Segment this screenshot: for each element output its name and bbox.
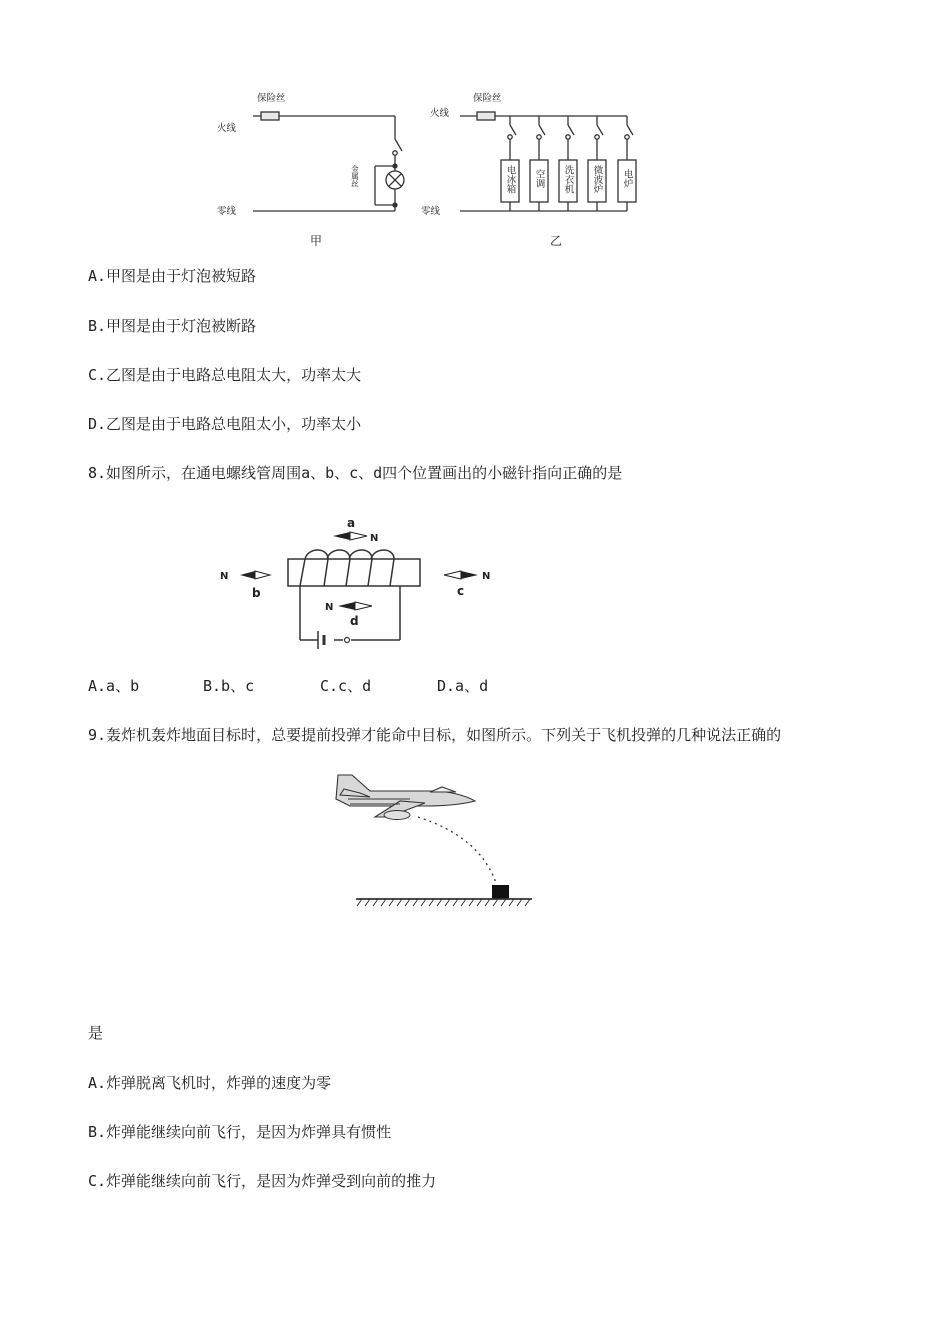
q7-option-a: A.甲图是由于灯泡被短路 xyxy=(88,267,257,285)
appliance-microwave: 微波炉 xyxy=(591,165,603,194)
q9-stem: 9.轰炸机轰炸地面目标时，总要提前投弹才能命中目标，如图所示。下列关于飞机投弹的几种说法正确的 xyxy=(88,726,782,744)
appliance-washer: 洗衣机 xyxy=(562,165,574,194)
yi-neutral-label: 零线 xyxy=(421,206,441,217)
q8-stem: 8.如图所示，在通电螺线管周围a、b、c、d四个位置画出的小磁针指向正确的是 xyxy=(88,464,623,482)
label-n-a: N xyxy=(370,533,379,544)
jia-metal-wire-label: 金属丝 xyxy=(350,165,360,188)
label-n-b: N xyxy=(220,571,229,582)
q8-option-b: B.b、c xyxy=(203,677,255,695)
q9-stem-end: 是 xyxy=(88,1024,104,1042)
q8-option-d: D.a、d xyxy=(437,677,489,695)
appliance-heater: 电炉 xyxy=(621,169,633,188)
appliance-ac: 空调 xyxy=(533,169,545,188)
circuit-figure xyxy=(205,85,655,250)
label-d: d xyxy=(350,614,359,628)
q8-option-a: A.a、b xyxy=(88,677,140,695)
jia-fuse-label: 保险丝 xyxy=(257,93,286,104)
jia-live-label: 火线 xyxy=(217,123,237,134)
label-n-d: N xyxy=(325,602,334,613)
label-c: c xyxy=(457,584,465,598)
jia-caption: 甲 xyxy=(310,234,323,248)
q9-option-a: A.炸弹脱离飞机时，炸弹的速度为零 xyxy=(88,1074,332,1092)
q7-option-b: B.甲图是由于灯泡被断路 xyxy=(88,317,257,335)
solenoid-figure xyxy=(210,512,510,652)
label-a: a xyxy=(347,516,356,530)
jia-neutral-label: 零线 xyxy=(217,206,237,217)
q9-option-b: B.炸弹能继续向前飞行，是因为炸弹具有惯性 xyxy=(88,1123,392,1141)
yi-caption: 乙 xyxy=(550,234,563,248)
q9-option-c: C.炸弹能继续向前飞行，是因为炸弹受到向前的推力 xyxy=(88,1172,437,1190)
appliance-fridge: 电冰箱 xyxy=(504,165,516,194)
q7-option-c: C.乙图是由于电路总电阻太大，功率太大 xyxy=(88,366,362,384)
bomber-figure xyxy=(330,765,540,910)
label-n-c: N xyxy=(482,571,491,582)
q7-option-d: D.乙图是由于电路总电阻太小，功率太小 xyxy=(88,415,362,433)
yi-fuse-label: 保险丝 xyxy=(473,93,502,104)
yi-live-label: 火线 xyxy=(430,108,450,119)
label-b: b xyxy=(252,586,261,600)
q8-option-c: C.c、d xyxy=(320,677,372,695)
